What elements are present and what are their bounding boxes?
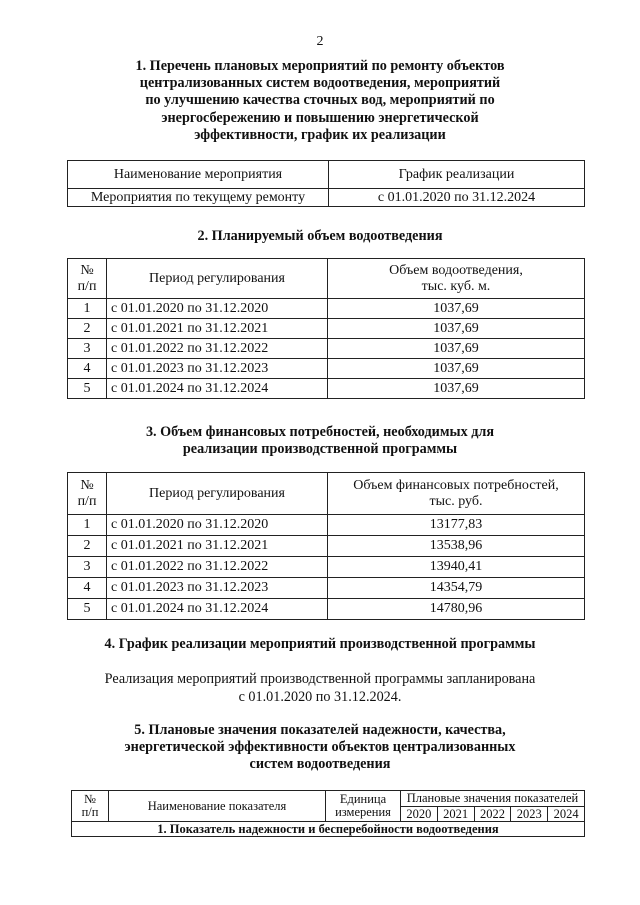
- header-year: 2022: [474, 807, 511, 822]
- section3-title-line: 3. Объем финансовых потребностей, необходимых для: [145, 424, 495, 440]
- header-year: 2020: [401, 807, 438, 822]
- row-number: 5: [68, 379, 107, 399]
- section1-title-line: 1. Перечень плановых мероприятий по ремонту объектов: [135, 58, 505, 74]
- row-value: 14354,79: [328, 578, 585, 599]
- table-header-row: [68, 259, 585, 299]
- table-row: [68, 578, 585, 599]
- header-number-line: п/п: [77, 278, 97, 294]
- header-number-line: п/п: [77, 493, 97, 509]
- row-value: 14780,96: [328, 599, 585, 620]
- header-year: 2023: [511, 807, 548, 822]
- row-value: 1037,69: [328, 299, 585, 319]
- row-value: 1037,69: [328, 359, 585, 379]
- header-year: 2021: [437, 807, 474, 822]
- row-value: 1037,69: [328, 339, 585, 359]
- section2-title: 2. Планируемый объем водоотведения: [197, 228, 443, 244]
- row-number: 3: [68, 557, 107, 578]
- row-number: 5: [68, 599, 107, 620]
- row-period: с 01.01.2022 по 31.12.2022: [107, 557, 328, 578]
- header-indicator-name: Наименование показателя: [109, 791, 326, 822]
- activity-schedule-cell: с 01.01.2020 по 31.12.2024: [329, 189, 585, 207]
- header-financial-line: тыс. руб.: [429, 493, 483, 509]
- financial-needs-table: [67, 472, 585, 620]
- row-period: с 01.01.2024 по 31.12.2024: [107, 379, 328, 399]
- table-row: [68, 515, 585, 536]
- wastewater-volume-table: [67, 258, 585, 399]
- reliability-subheader: 1. Показатель надежности и бесперебойности водоотведения: [72, 822, 585, 837]
- section1-title: [0, 58, 640, 144]
- row-period: с 01.01.2023 по 31.12.2023: [107, 578, 328, 599]
- header-year: 2024: [548, 807, 585, 822]
- row-number: 4: [68, 578, 107, 599]
- section5-title-line: систем водоотведения: [249, 756, 391, 773]
- table-header-row: [68, 161, 585, 189]
- table-row: [68, 379, 585, 399]
- indicators-table: [71, 790, 585, 837]
- row-value: 13177,83: [328, 515, 585, 536]
- table-row: [68, 536, 585, 557]
- section1-title-line: энергосбережению и повышению энергетической: [161, 109, 479, 126]
- row-value: 13538,96: [328, 536, 585, 557]
- activity-name-cell: Мероприятия по текущему ремонту: [68, 189, 329, 207]
- header-volume-line: Объем водоотведения,: [389, 262, 523, 278]
- row-number: 4: [68, 359, 107, 379]
- page-number: 2: [316, 34, 324, 49]
- row-value: 1037,69: [328, 319, 585, 339]
- section3-title-line: реализации производственной программы: [182, 441, 458, 458]
- header-unit-line: Единица: [339, 792, 387, 806]
- table-row: [68, 189, 585, 207]
- header-number-line: №: [84, 792, 96, 806]
- section1-title-line: по улучшению качества сточных вод, мероприятий по: [145, 92, 495, 109]
- section5-title: [0, 722, 640, 774]
- section4-title: 4. График реализации мероприятий производственной программы: [104, 636, 536, 652]
- header-schedule: График реализации: [329, 161, 585, 189]
- header-number: [68, 259, 107, 299]
- header-number-line: №: [80, 477, 94, 493]
- table-row: [68, 319, 585, 339]
- table-header-row: [72, 791, 585, 807]
- section5-title-line: энергетической эффективности объектов централизованных: [124, 739, 516, 756]
- header-period: Период регулирования: [107, 473, 328, 515]
- header-unit: [326, 791, 401, 822]
- header-activity-name: Наименование мероприятия: [68, 161, 329, 189]
- header-financial-line: Объем финансовых потребностей,: [353, 477, 559, 493]
- table-row: [68, 359, 585, 379]
- header-number-line: п/п: [81, 805, 99, 819]
- row-number: 1: [68, 515, 107, 536]
- table-row: [68, 299, 585, 319]
- table-row: [68, 599, 585, 620]
- section5-title-line: 5. Плановые значения показателей надежности, качества,: [134, 722, 506, 738]
- row-number: 2: [68, 319, 107, 339]
- row-period: с 01.01.2022 по 31.12.2022: [107, 339, 328, 359]
- section1-title-line: эффективности, график их реализации: [194, 126, 446, 143]
- activities-table: [67, 160, 585, 207]
- row-period: с 01.01.2020 по 31.12.2020: [107, 515, 328, 536]
- section4-text: [0, 670, 640, 706]
- header-number: [68, 473, 107, 515]
- header-number-line: №: [80, 262, 94, 278]
- table-row: [68, 557, 585, 578]
- row-period: с 01.01.2020 по 31.12.2020: [107, 299, 328, 319]
- header-number: [72, 791, 109, 822]
- section3-title: [0, 424, 640, 458]
- section1-title-line: централизованных систем водоотведения, мероприятий: [139, 75, 501, 92]
- header-volume: [328, 259, 585, 299]
- row-period: с 01.01.2023 по 31.12.2023: [107, 359, 328, 379]
- section4-text-line: Реализация мероприятий производственной программы запланирована: [104, 671, 536, 687]
- row-period: с 01.01.2021 по 31.12.2021: [107, 536, 328, 557]
- header-period: Период регулирования: [107, 259, 328, 299]
- row-number: 1: [68, 299, 107, 319]
- table-header-row: [68, 473, 585, 515]
- header-financial: [328, 473, 585, 515]
- row-value: 1037,69: [328, 379, 585, 399]
- row-period: с 01.01.2024 по 31.12.2024: [107, 599, 328, 620]
- row-period: с 01.01.2021 по 31.12.2021: [107, 319, 328, 339]
- table-row: [72, 822, 585, 837]
- header-unit-line: измерения: [335, 805, 391, 819]
- section4-text-line: с 01.01.2020 по 31.12.2024.: [238, 689, 402, 705]
- row-value: 13940,41: [328, 557, 585, 578]
- row-number: 3: [68, 339, 107, 359]
- header-planned-values: Плановые значения показателей: [401, 791, 585, 807]
- table-row: [68, 339, 585, 359]
- row-number: 2: [68, 536, 107, 557]
- header-volume-line: тыс. куб. м.: [421, 278, 491, 294]
